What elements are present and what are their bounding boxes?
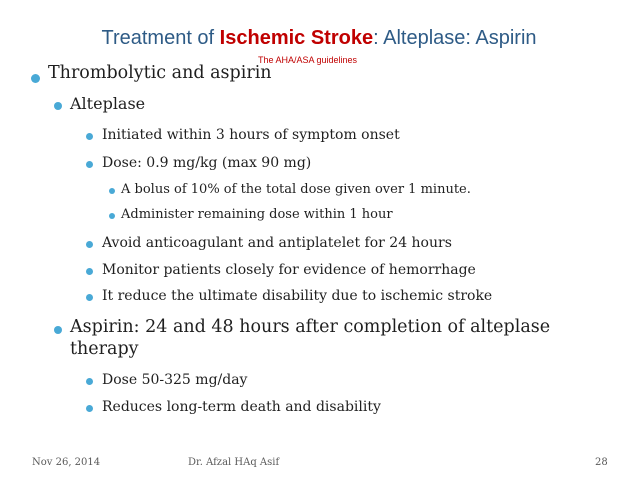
- bullet-aspirin-reduces: Reduces long-term death and disability: [102, 399, 381, 415]
- title-highlight: Ischemic Stroke: [219, 27, 374, 49]
- bullet-dot-icon: [109, 188, 115, 194]
- bullet-dot-icon: [86, 133, 93, 140]
- bullet-dot-icon: [86, 268, 93, 275]
- footer-author: Dr. Afzal HAq Asif: [188, 457, 280, 468]
- bullet-dot-icon: [31, 74, 40, 83]
- bullet-monitor: Monitor patients closely for evidence of hemorrhage: [102, 262, 476, 278]
- title-prefix: Treatment of: [101, 27, 220, 49]
- bullet-dot-icon: [86, 241, 93, 248]
- bullet-initiated: Initiated within 3 hours of symptom onset: [102, 127, 400, 143]
- bullet-dot-icon: [54, 102, 62, 110]
- bullet-reduce: It reduce the ultimate disability due to ischemic stroke: [102, 288, 493, 304]
- bullet-dot-icon: [54, 326, 62, 334]
- bullet-avoid: Avoid anticoagulant and antiplatelet for 24 hours: [102, 235, 452, 251]
- bullet-aspirin-dose: Dose 50-325 mg/day: [102, 372, 248, 388]
- bullet-dot-icon: [86, 378, 93, 385]
- bullet-dot-icon: [109, 213, 115, 219]
- bullet-thrombolytic: Thrombolytic and aspirin: [48, 63, 272, 83]
- footer-page-number: 28: [595, 457, 608, 468]
- bullet-administer: Administer remaining dose within 1 hour: [121, 207, 393, 222]
- footer-date: Nov 26, 2014: [32, 457, 101, 468]
- slide-subtitle: The AHA/ASA guidelines: [258, 55, 358, 65]
- bullet-aspirin-line2: therapy: [70, 339, 139, 359]
- top-band: [0, 0, 638, 22]
- bullet-dose: Dose: 0.9 mg/kg (max 90 mg): [102, 155, 312, 171]
- slide-title: [0, 27, 638, 50]
- bullet-alteplase: Alteplase: [70, 94, 146, 113]
- bullet-aspirin-line1: Aspirin: 24 and 48 hours after completion of alteplase: [70, 317, 551, 337]
- bullet-dot-icon: [86, 294, 93, 301]
- title-suffix: : Alteplase: Aspirin: [373, 27, 537, 49]
- bullet-dot-icon: [86, 405, 93, 412]
- bullet-bolus: A bolus of 10% of the total dose given over 1 minute.: [121, 182, 471, 197]
- bullet-dot-icon: [86, 161, 93, 168]
